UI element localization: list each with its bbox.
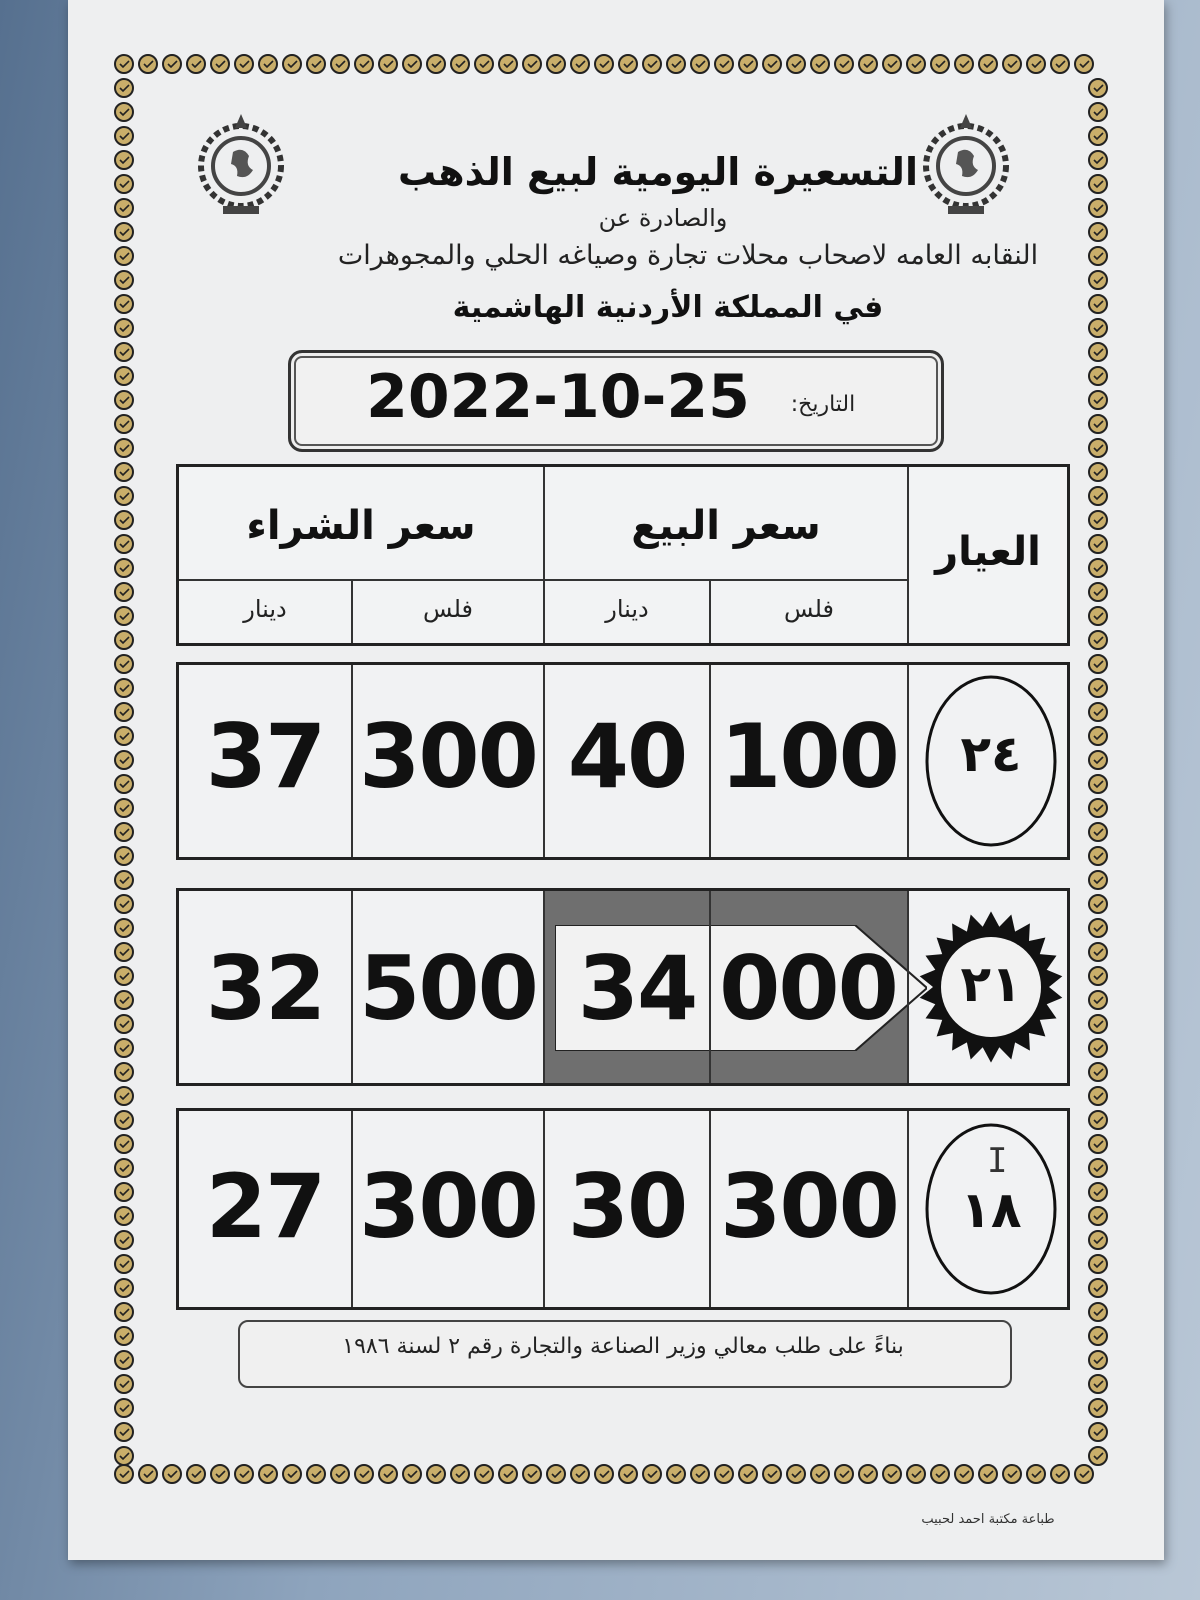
sell-fils-value: 100 — [720, 705, 898, 808]
issued-by-text: والصادرة عن — [598, 204, 728, 232]
sell-dinar-value: 40 — [567, 705, 687, 808]
text-cursor-icon: I — [987, 1141, 1008, 1181]
sell-dinar-value: 34 — [577, 937, 697, 1040]
sell-dinar-label: دينار — [605, 595, 649, 623]
buy-dinar-value: 37 — [205, 705, 325, 808]
sell-dinar-value: 30 — [567, 1155, 687, 1258]
buy-fils-value: 300 — [359, 1155, 537, 1258]
buy-fils-value: 500 — [359, 937, 537, 1040]
buy-fils-value: 300 — [359, 705, 537, 808]
emblem-left-icon — [193, 110, 289, 220]
buy-fils-label: فلس — [422, 595, 473, 623]
date-label: التاريخ: — [790, 392, 856, 417]
buy-dinar-label: دينار — [243, 595, 287, 623]
printer-credit: طباعة مكتبة احمد لحبيب — [921, 1512, 1055, 1527]
karat-header: العيار — [935, 529, 1041, 575]
sell-price-header: سعر البيع — [631, 503, 821, 549]
country-name: في المملكة الأردنية الهاشمية — [452, 290, 884, 325]
buy-dinar-value: 27 — [205, 1155, 325, 1258]
sell-fils-label: فلس — [783, 595, 834, 623]
sell-fils-value: 000 — [719, 937, 897, 1040]
price-table-header — [176, 464, 1070, 646]
karat-value: ٢٤ — [960, 725, 1022, 783]
karat-value: ١٨ — [960, 1181, 1022, 1239]
price-row-18k — [176, 1108, 1070, 1310]
date-value: 2022-10-25 — [366, 362, 750, 432]
footer-note: بناءً على طلب معالي وزير الصناعة والتجارة رقم ٢ لسنة ١٩٨٦ — [342, 1334, 904, 1359]
price-sheet — [68, 0, 1164, 1560]
price-row-21k — [176, 888, 1070, 1086]
buy-dinar-value: 32 — [205, 937, 325, 1040]
price-row-24k — [176, 662, 1070, 860]
buy-price-header: سعر الشراء — [246, 503, 476, 549]
karat-value: ٢١ — [960, 955, 1022, 1013]
page-title: التسعيرة اليومية لبيع الذهب — [398, 150, 918, 194]
syndicate-name: النقابه العامه لاصحاب محلات تجارة وصياغه الحلي والمجوهرات — [337, 240, 1039, 271]
sell-fils-value: 300 — [720, 1155, 898, 1258]
